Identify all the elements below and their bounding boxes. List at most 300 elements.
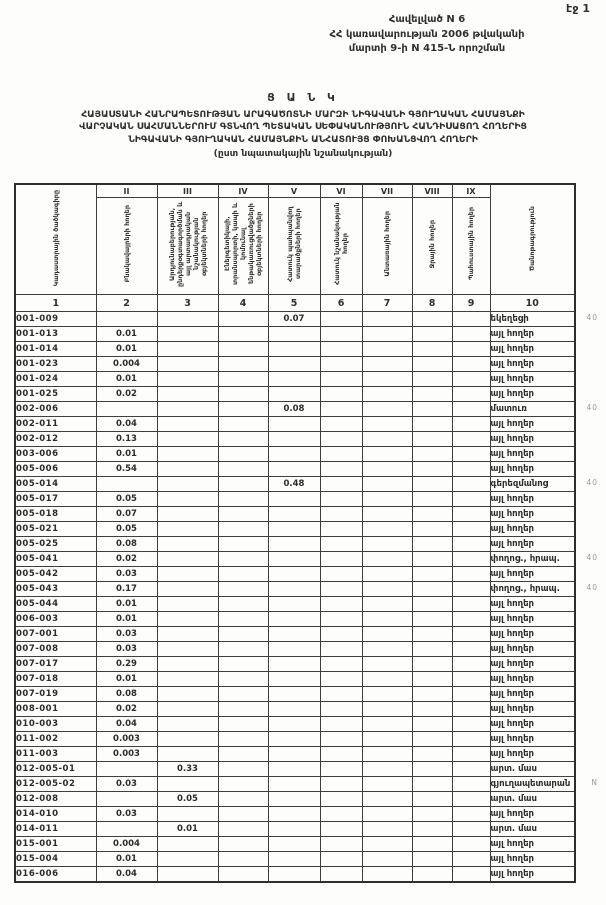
value-cell: 0.003 <box>96 747 157 762</box>
value-cell <box>157 597 218 612</box>
note-cell: այլ հողեր <box>490 372 575 387</box>
value-cell <box>362 372 412 387</box>
value-cell <box>412 522 452 537</box>
value-cell <box>362 762 412 777</box>
value-cell <box>157 567 218 582</box>
value-cell <box>452 717 490 732</box>
value-cell <box>157 837 218 852</box>
value-cell <box>412 747 452 762</box>
appendix-reference <box>262 13 592 57</box>
value-cell <box>412 477 452 492</box>
value-cell <box>320 867 362 882</box>
note-cell: այլ հողեր <box>490 327 575 342</box>
value-cell <box>268 492 320 507</box>
value-cell <box>268 837 320 852</box>
value-cell: 0.01 <box>96 612 157 627</box>
table-row <box>15 567 575 582</box>
table-row <box>15 612 575 627</box>
value-cell <box>320 417 362 432</box>
value-cell <box>157 327 218 342</box>
value-cell <box>157 627 218 642</box>
column-number-5: 5 <box>268 295 320 312</box>
value-cell <box>157 387 218 402</box>
value-cell <box>452 657 490 672</box>
value-cell <box>218 747 268 762</box>
value-cell <box>362 342 412 357</box>
value-cell <box>96 792 157 807</box>
cadastral-code-cell: 015-001 <box>15 837 96 852</box>
value-cell <box>452 477 490 492</box>
value-cell <box>412 612 452 627</box>
value-cell <box>320 312 362 327</box>
value-cell <box>320 747 362 762</box>
value-cell <box>412 852 452 867</box>
table-row <box>15 717 575 732</box>
value-cell <box>157 642 218 657</box>
value-cell <box>268 717 320 732</box>
value-cell <box>320 432 362 447</box>
value-cell <box>362 642 412 657</box>
note-cell: այլ հողեր <box>490 837 575 852</box>
value-cell <box>218 612 268 627</box>
value-cell <box>362 867 412 882</box>
value-cell: 0.03 <box>96 777 157 792</box>
table-row <box>15 342 575 357</box>
table-row <box>15 522 575 537</box>
title-subtitle: (ըստ նպատակային նշանակության) <box>213 147 393 159</box>
value-cell: 0.02 <box>96 702 157 717</box>
cadastral-code-cell: 005-018 <box>15 507 96 522</box>
value-cell <box>412 537 452 552</box>
value-cell <box>412 372 452 387</box>
cadastral-code-cell: 005-014 <box>15 477 96 492</box>
value-cell <box>362 672 412 687</box>
note-cell: գերեզմանոց 40 <box>490 477 575 492</box>
table-row <box>15 687 575 702</box>
cadastral-code-cell: 002-006 <box>15 402 96 417</box>
value-cell: 0.04 <box>96 867 157 882</box>
value-cell <box>218 522 268 537</box>
value-cell <box>157 402 218 417</box>
value-cell <box>412 507 452 522</box>
value-cell <box>320 717 362 732</box>
table-body <box>15 312 598 882</box>
value-cell <box>362 792 412 807</box>
value-cell: 0.17 <box>96 582 157 597</box>
table-row <box>15 552 575 567</box>
document-heading: Ց Ա Ն Կ <box>267 91 339 104</box>
value-cell <box>218 447 268 462</box>
value-cell <box>412 642 452 657</box>
table-row <box>15 642 575 657</box>
value-cell <box>362 597 412 612</box>
column-number-row <box>15 295 575 312</box>
value-cell <box>320 822 362 837</box>
value-cell <box>412 657 452 672</box>
value-cell: 0.29 <box>96 657 157 672</box>
value-cell <box>362 807 412 822</box>
value-cell <box>157 342 218 357</box>
column-number-8: 8 <box>412 295 452 312</box>
value-cell: 0.08 <box>268 402 320 417</box>
value-cell <box>218 732 268 747</box>
value-cell <box>157 687 218 702</box>
value-cell <box>452 867 490 882</box>
value-cell <box>362 552 412 567</box>
value-cell <box>452 612 490 627</box>
value-cell <box>412 822 452 837</box>
note-cell: այլ հողեր <box>490 447 575 462</box>
note-cell: այլ հողեր <box>490 852 575 867</box>
note-cell: այլ հողեր <box>490 492 575 507</box>
header-cadastral-code: Կադաստրային ծածկագիրը <box>15 184 96 295</box>
table-row <box>15 492 575 507</box>
value-cell <box>218 822 268 837</box>
value-cell <box>320 447 362 462</box>
cadastral-code-cell: 001-009 <box>15 312 96 327</box>
value-cell <box>268 462 320 477</box>
value-cell <box>452 627 490 642</box>
column-number-3: 3 <box>157 295 218 312</box>
note-cell: այլ հողեր <box>490 357 575 372</box>
value-cell <box>452 342 490 357</box>
value-cell <box>320 597 362 612</box>
value-cell <box>218 867 268 882</box>
table-row <box>15 402 575 417</box>
value-cell <box>412 492 452 507</box>
value-cell <box>452 672 490 687</box>
value-cell <box>362 402 412 417</box>
column-number-9: 9 <box>452 295 490 312</box>
value-cell <box>157 807 218 822</box>
value-cell <box>268 537 320 552</box>
value-cell <box>96 312 157 327</box>
value-cell <box>452 837 490 852</box>
value-cell <box>452 777 490 792</box>
value-cell <box>320 582 362 597</box>
value-cell <box>362 777 412 792</box>
header-infrastructure-lands: Էներգետիկայի, տրանսպորտի, կապի և կոմունալ ենթակառուցվածքների օբյեկտների հողեր <box>218 198 268 295</box>
value-cell <box>157 657 218 672</box>
value-cell <box>452 447 490 462</box>
cadastral-code-cell: 012-008 <box>15 792 96 807</box>
cadastral-code-cell: 001-024 <box>15 372 96 387</box>
table-row <box>15 597 575 612</box>
value-cell <box>268 732 320 747</box>
value-cell <box>362 852 412 867</box>
cadastral-code-cell: 006-003 <box>15 612 96 627</box>
cadastral-code-cell: 005-041 <box>15 552 96 567</box>
value-cell <box>320 612 362 627</box>
appendix-line-3: մարտի 9-ի N 415-Ն որոշման <box>348 43 506 54</box>
cadastral-code-cell: 005-021 <box>15 522 96 537</box>
value-cell <box>412 837 452 852</box>
value-cell <box>362 732 412 747</box>
value-cell: 0.01 <box>96 447 157 462</box>
value-cell <box>412 762 452 777</box>
value-cell <box>157 552 218 567</box>
table-row <box>15 582 575 597</box>
value-cell <box>268 507 320 522</box>
value-cell <box>268 357 320 372</box>
value-cell <box>320 762 362 777</box>
column-number-6: 6 <box>320 295 362 312</box>
value-cell: 0.13 <box>96 432 157 447</box>
value-cell <box>362 582 412 597</box>
value-cell <box>452 702 490 717</box>
value-cell <box>157 372 218 387</box>
margin-mark: 40 <box>586 478 598 487</box>
column-number-1: 1 <box>15 295 96 312</box>
value-cell <box>320 672 362 687</box>
cadastral-code-cell: 014-011 <box>15 822 96 837</box>
value-cell <box>157 507 218 522</box>
value-cell <box>320 342 362 357</box>
title-line-3: ՆԻԳԱՎԱՆԻ ԳՅՈՒՂԱԿԱՆ ՀԱՄԱՅՆՔԻՆ ԱՆՀԱՏՈՒՅՑ ՓՈԽԱՆՑՎՈՂ ՀՈՂԵՐԻ <box>128 133 478 145</box>
note-cell: գյուղապետարան N <box>490 777 575 792</box>
value-cell <box>268 522 320 537</box>
value-cell <box>362 387 412 402</box>
value-cell <box>218 657 268 672</box>
value-cell <box>268 372 320 387</box>
value-cell <box>320 357 362 372</box>
value-cell <box>412 717 452 732</box>
value-cell <box>268 387 320 402</box>
value-cell: 0.05 <box>96 522 157 537</box>
value-cell <box>452 687 490 702</box>
value-cell <box>412 387 452 402</box>
value-cell <box>268 432 320 447</box>
value-cell <box>452 642 490 657</box>
value-cell <box>412 732 452 747</box>
value-cell <box>452 432 490 447</box>
value-cell <box>320 462 362 477</box>
value-cell <box>452 732 490 747</box>
appendix-line-2: ՀՀ կառավարության 2006 թվականի <box>329 28 525 40</box>
value-cell <box>218 582 268 597</box>
table-row <box>15 447 575 462</box>
value-cell <box>320 522 362 537</box>
table-row <box>15 732 575 747</box>
value-cell: 0.07 <box>96 507 157 522</box>
value-cell <box>218 462 268 477</box>
value-cell: 0.54 <box>96 462 157 477</box>
header-water-lands: Ջրային հողեր <box>412 198 452 295</box>
value-cell <box>452 822 490 837</box>
note-cell: այլ հողեր <box>490 717 575 732</box>
table-row <box>15 657 575 672</box>
note-cell: փողոց., հրապ. 40 <box>490 552 575 567</box>
note-cell: այլ հողեր <box>490 522 575 537</box>
table-row <box>15 357 575 372</box>
value-cell <box>268 597 320 612</box>
note-cell: այլ հողեր <box>490 657 575 672</box>
value-cell <box>268 327 320 342</box>
table-row <box>15 417 575 432</box>
value-cell <box>96 402 157 417</box>
value-cell <box>320 732 362 747</box>
value-cell <box>452 462 490 477</box>
value-cell <box>320 492 362 507</box>
value-cell <box>157 702 218 717</box>
note-cell: այլ հողեր <box>490 507 575 522</box>
note-cell: այլ հողեր <box>490 747 575 762</box>
value-cell <box>157 867 218 882</box>
note-cell: այլ հողեր <box>490 627 575 642</box>
value-cell <box>320 792 362 807</box>
value-cell <box>320 327 362 342</box>
note-cell: արտ. մաս <box>490 792 575 807</box>
value-cell <box>362 567 412 582</box>
value-cell <box>320 627 362 642</box>
value-cell <box>320 402 362 417</box>
value-cell <box>218 702 268 717</box>
value-cell <box>268 672 320 687</box>
value-cell: 0.01 <box>96 327 157 342</box>
value-cell <box>268 747 320 762</box>
value-cell <box>218 312 268 327</box>
value-cell <box>218 627 268 642</box>
value-cell <box>362 522 412 537</box>
value-cell <box>320 837 362 852</box>
value-cell <box>362 822 412 837</box>
cadastral-code-cell: 001-013 <box>15 327 96 342</box>
note-cell: այլ հողեր <box>490 432 575 447</box>
table-row <box>15 432 575 447</box>
roman-numeral-ii: II <box>96 184 157 198</box>
note-cell: այլ հողեր <box>490 462 575 477</box>
value-cell <box>218 477 268 492</box>
roman-numeral-viii: VIII <box>412 184 452 198</box>
table-row <box>15 312 575 327</box>
note-cell: այլ հողեր <box>490 867 575 882</box>
value-cell <box>268 792 320 807</box>
value-cell <box>157 732 218 747</box>
roman-numeral-vi: VI <box>320 184 362 198</box>
value-cell <box>218 717 268 732</box>
value-cell <box>268 612 320 627</box>
value-cell <box>412 792 452 807</box>
note-cell: փողոց., հրապ. 40 <box>490 582 575 597</box>
value-cell <box>218 837 268 852</box>
header-special-purpose-lands: Հատուկ նշանակության հողեր <box>320 198 362 295</box>
value-cell <box>157 522 218 537</box>
table-row <box>15 762 575 777</box>
table-row <box>15 837 575 852</box>
table-row <box>15 852 575 867</box>
note-cell: այլ հողեր <box>490 807 575 822</box>
value-cell <box>412 702 452 717</box>
value-cell: 0.03 <box>96 627 157 642</box>
value-cell <box>157 492 218 507</box>
column-number-2: 2 <box>96 295 157 312</box>
table-row <box>15 702 575 717</box>
value-cell <box>412 357 452 372</box>
header-industrial-lands: Արդյունաբերության, ընդերքօգտագործման և այլ արտադրական նշանակության օբյեկտների հողեր <box>157 198 218 295</box>
value-cell: 0.02 <box>96 552 157 567</box>
value-cell <box>320 387 362 402</box>
column-number-10: 10 <box>490 295 575 312</box>
cadastral-code-cell: 005-042 <box>15 567 96 582</box>
value-cell <box>157 852 218 867</box>
table-row <box>15 747 575 762</box>
table-row <box>15 507 575 522</box>
cadastral-code-cell: 007-019 <box>15 687 96 702</box>
value-cell <box>320 477 362 492</box>
document-title-block <box>4 91 602 159</box>
value-cell <box>452 537 490 552</box>
value-cell <box>218 687 268 702</box>
value-cell <box>157 462 218 477</box>
value-cell <box>218 777 268 792</box>
roman-numeral-ix: IX <box>452 184 490 198</box>
value-cell <box>412 672 452 687</box>
value-cell <box>452 417 490 432</box>
value-cell <box>268 777 320 792</box>
value-cell <box>218 807 268 822</box>
roman-numeral-iii: III <box>157 184 218 198</box>
cadastral-code-cell: 002-012 <box>15 432 96 447</box>
cadastral-code-cell: 005-017 <box>15 492 96 507</box>
value-cell <box>412 402 452 417</box>
value-cell <box>320 372 362 387</box>
table-row <box>15 822 575 837</box>
value-cell <box>412 432 452 447</box>
margin-mark: 40 <box>586 403 598 412</box>
cadastral-code-cell: 005-044 <box>15 597 96 612</box>
value-cell <box>412 342 452 357</box>
value-cell <box>320 777 362 792</box>
value-cell <box>157 777 218 792</box>
table-row <box>15 807 575 822</box>
table-row <box>15 627 575 642</box>
cadastral-code-cell: 015-004 <box>15 852 96 867</box>
table-row <box>15 777 575 792</box>
value-cell <box>452 507 490 522</box>
value-cell: 0.03 <box>96 807 157 822</box>
table-row <box>15 672 575 687</box>
value-cell: 0.33 <box>157 762 218 777</box>
value-cell <box>412 417 452 432</box>
value-cell <box>96 477 157 492</box>
note-cell: այլ հողեր <box>490 672 575 687</box>
title-line-1: ՀԱՅԱՍՏԱՆԻ ՀԱՆՐԱՊԵՏՈՒԹՅԱՆ ԱՐԱԳԱԾՈՏՆԻ ՄԱՐԶԻ ՆԻԳԱՎԱՆԻ ԳՅՈՒՂԱԿԱՆ ՀԱՄԱՅՆՔԻ <box>81 109 525 120</box>
cadastral-code-cell: 011-002 <box>15 732 96 747</box>
value-cell <box>362 447 412 462</box>
value-cell <box>412 462 452 477</box>
value-cell <box>218 417 268 432</box>
value-cell: 0.03 <box>96 642 157 657</box>
value-cell <box>362 612 412 627</box>
roman-numeral-row <box>15 184 575 198</box>
cadastral-code-cell: 005-006 <box>15 462 96 477</box>
value-cell <box>157 717 218 732</box>
value-cell <box>412 327 452 342</box>
value-cell <box>362 837 412 852</box>
cadastral-code-cell: 012-005-02 <box>15 777 96 792</box>
cadastral-code-cell: 007-008 <box>15 642 96 657</box>
value-cell: 0.01 <box>96 372 157 387</box>
value-cell <box>362 312 412 327</box>
value-cell <box>218 552 268 567</box>
note-cell: այլ հողեր <box>490 642 575 657</box>
value-cell <box>362 702 412 717</box>
value-cell <box>268 852 320 867</box>
cadastral-code-cell: 007-017 <box>15 657 96 672</box>
note-cell: եկեղեցի 40 <box>490 312 575 327</box>
table-row <box>15 477 575 492</box>
value-cell <box>96 822 157 837</box>
